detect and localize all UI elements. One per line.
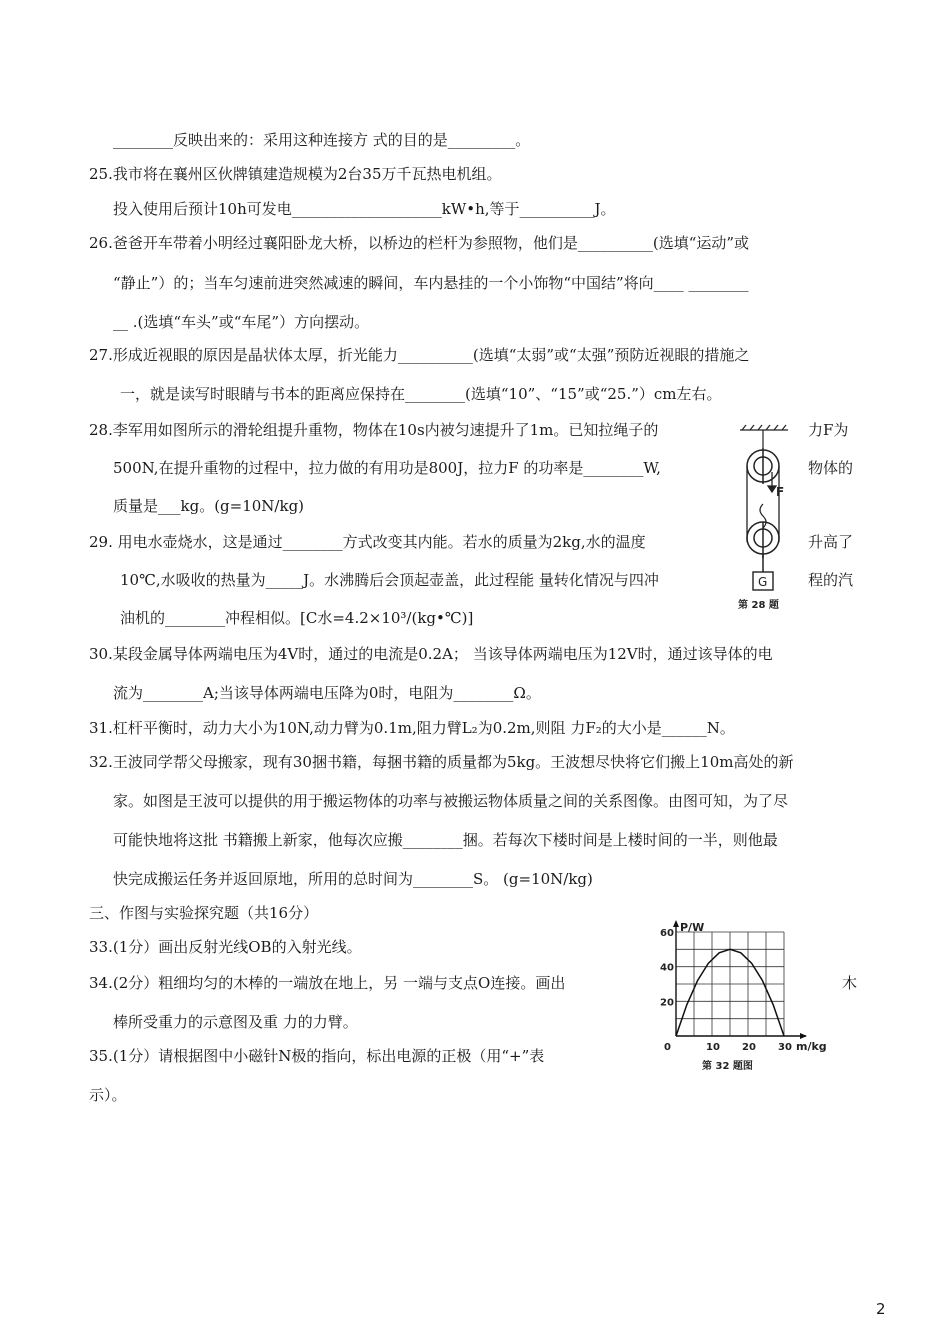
q35-line-2: 示）。: [89, 1086, 127, 1104]
q29-line-1: 29. 用电水壶烧水，这是通过________方式改变其内能。若水的质量为2kg,水的温度: [89, 533, 646, 551]
x-tick-label: 30: [778, 1042, 792, 1053]
q28-line-2: 500N,在提升重物的过程中，拉力做的有用功是800J，拉力F 的功率是________W,: [113, 459, 661, 477]
chart-grid: [676, 932, 784, 1036]
q32-line-1: 32.王波同学帮父母搬家，现有30捆书籍，每捆书籍的质量都为5kg。王波想尽快将它们搬上10m高处的新: [89, 753, 794, 771]
q31-line-1: 31.杠杆平衡时，动力大小为10N,动力臂为0.1m,阻力臂L₂为0.2m,则阻 力F₂的大小是______N。: [89, 719, 735, 737]
q29-line-3: 油机的________冲程相似。[C水=4.2×10³/(kg•℃)]: [120, 609, 474, 627]
weight-label: G: [758, 575, 768, 589]
q28-line-2-right: 物体的: [808, 459, 854, 477]
q29-line-2-right: 程的汽: [808, 571, 854, 589]
q26-line-1: 26.爸爸开车带着小明经过襄阳卧龙大桥，以桥边的栏杆为参照物，他们是__________(选填“运动”或: [89, 234, 750, 252]
q28-line-3: 质量是___kg。(g=10N/kg): [113, 497, 305, 515]
y-axis-label: P/W: [680, 921, 705, 934]
q30-line-1: 30.某段金属导体两端电压为4V时，通过的电流是0.2A； 当该导体两端电压为12V时，通过该导体的电: [89, 645, 773, 663]
fig28-caption: 第 28 题: [738, 600, 779, 611]
q34-line-2: 棒所受重力的示意图及重 力的力臂。: [113, 1013, 358, 1031]
force-label: F: [776, 485, 785, 499]
power-mass-chart: [636, 910, 836, 1080]
q32-line-4: 快完成搬运任务并返回原地，所用的总时间为________S。 (g=10N/kg): [113, 870, 593, 888]
q34-line-1: 34.(2分）粗细均匀的木棒的一端放在地上，另 一端与支点O连接。画出: [89, 974, 566, 992]
x-tick-label: 20: [742, 1042, 756, 1053]
q25-line-2: 投入使用后预计10h可发电____________________kW•h,等于__________J。: [113, 200, 616, 218]
y-tick-label: 20: [660, 997, 674, 1009]
x-tick-label: 0: [664, 1042, 671, 1053]
page-number: 2: [876, 1300, 886, 1318]
q35-line-1: 35.(1分）请根据图中小磁针N极的指向，标出电源的正极（用“+”表: [89, 1047, 545, 1065]
chart-ticks: [660, 928, 792, 1053]
q30-line-2: 流为________A;当该导体两端电压降为0时，电阻为________Ω。: [113, 684, 541, 702]
pulley-figure: [728, 422, 808, 622]
x-tick-label: 10: [706, 1042, 720, 1053]
force-arrow: [768, 486, 776, 492]
q27-line-1: 27.形成近视眼的原因是晶状体太厚，折光能力__________(选填“太弱”或“太强”预防近视眼的措施之: [89, 346, 750, 364]
chart-axes: [673, 920, 807, 1039]
q28-line-1: 28.李军用如图所示的滑轮组提升重物，物体在10s内被匀速提升了1m。已知拉绳子的: [89, 421, 659, 439]
fixed-pulley: [747, 448, 779, 484]
q26-line-2: “静止”）的；当车匀速前进突然减速的瞬间，车内悬挂的一个小饰物“中国结”将向____ ________: [113, 274, 749, 292]
y-axis-arrow: [673, 920, 679, 927]
q29-line-2: 10℃,水吸收的热量为_____J。水沸腾后会顶起壶盖，此过程能 量转化情况与四冲: [120, 571, 659, 589]
line-1: ________反映出来的：采用这种连接方 式的目的是_________。: [113, 131, 531, 149]
q25-line-1: 25.我市将在襄州区伙牌镇建造规模为2台35万千瓦热电机组。: [89, 165, 502, 183]
chart-caption: 第 32 题图: [702, 1061, 753, 1072]
y-tick-label: 40: [660, 962, 674, 974]
q28-line-1-right: 力F为: [808, 421, 849, 439]
q29-line-1-right: 升高了: [808, 533, 854, 551]
y-tick-label: 60: [660, 928, 674, 939]
q26-line-3: __ .(选填“车头”或“车尾”）方向摆动。: [113, 313, 370, 331]
section-3-heading: 三、作图与实验探究题（共16分）: [89, 904, 319, 922]
ceiling-mount: [740, 425, 788, 448]
x-axis-arrow: [800, 1033, 807, 1039]
q34-line-1-right: 木: [842, 974, 858, 992]
q27-line-2: 一，就是读写时眼睛与书本的距离应保持在________(选填“10”、“15”或“25.”）cm左右。: [120, 385, 722, 403]
q32-line-2: 家。如图是王波可以提供的用于搬运物体的功率与被搬运物体质量之间的关系图像。由图可知，为了尽: [113, 792, 789, 810]
q33-line-1: 33.(1分）画出反射光线OB的入射光线。: [89, 938, 362, 956]
x-axis-label: m/kg: [796, 1040, 827, 1053]
movable-pulley: [747, 504, 779, 572]
q32-line-3: 可能快地将这批 书籍搬上新家，他每次应搬________捆。若每次下楼时间是上楼时间的一半，则他最: [113, 831, 778, 849]
